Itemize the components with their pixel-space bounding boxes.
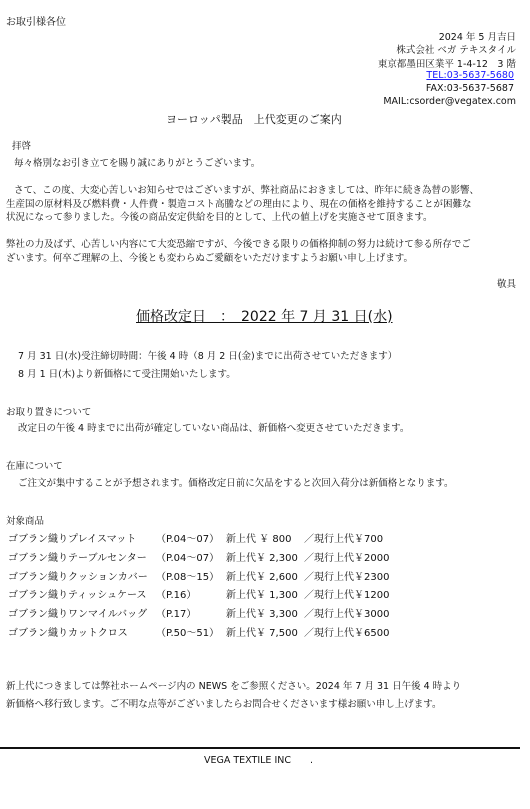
product-pages: （P.16）: [156, 590, 197, 601]
product-pages: （P.04～07）: [156, 553, 220, 564]
reservation-heading: お取り置きについて: [6, 407, 92, 418]
footer-company: VEGA TEXTILE INC .: [204, 755, 314, 766]
current-price: ／現行上代￥1200: [304, 590, 390, 601]
product-pages: （P.50～51）: [156, 628, 220, 639]
current-price: ／現行上代￥2300: [304, 572, 390, 583]
notice-line: 新上代につきましては弊社ホームページ内の NEWS をご参照ください。2024 年 7 月 31 日午後 4 時より: [6, 681, 462, 692]
new-price: 新上代￥ 3,300: [226, 609, 298, 620]
greeting: 拝啓: [12, 141, 32, 152]
fax-number: FAX:03-5637-5687: [425, 83, 514, 94]
mail-address: MAIL:csorder@vegatex.com: [383, 96, 516, 107]
tel-link[interactable]: TEL:03-5637-5680: [426, 70, 514, 81]
deadline-line: 7 月 31 日(水)受注締切時間：午後 4 時（8 月 2 日(金)までに出荷させていただきます）: [18, 351, 398, 362]
closing: 敬具: [496, 279, 516, 290]
current-price: ／現行上代￥6500: [304, 628, 390, 639]
paragraph-line: ざいます。何卒ご理解の上、今後とも変わらぬご愛顧をいただけますようお願い申し上げます。: [6, 253, 413, 264]
product-name: ゴブラン織りカットクロス: [8, 628, 128, 639]
product-name: ゴブラン織りプレイスマット: [8, 534, 137, 545]
product-pages: （P.17）: [156, 609, 197, 620]
products-heading: 対象商品: [6, 516, 45, 527]
document-title: ヨーロッパ製品 上代変更のご案内: [166, 113, 342, 126]
new-price: 新上代￥ 1,300: [226, 590, 298, 601]
stock-text: ご注文が集中することが予想されます。価格改定日前に欠品をすると次回入荷分は新価格となります。: [18, 478, 454, 489]
reservation-text: 改定日の午後 4 時までに出荷が確定していない商品は、新価格へ変更させていただきます。: [18, 423, 410, 434]
notice-line: 新価格へ移行致します。ご不明な点等がございましたらお問合せくださいます様お願い申し上げます。: [6, 699, 442, 710]
price-revision-date: 価格改定日 ： 2022 年 7 月 31 日(水): [136, 309, 393, 325]
company-address: 東京都墨田区業平 1-4-12 3 階: [377, 59, 516, 70]
stock-heading: 在庫について: [6, 461, 63, 472]
paragraph-line: 生産国の原材料及び燃料費・人件費・製造コスト高騰などの理由により、現在の価格を維持することが困難な: [6, 199, 472, 210]
current-price: ／現行上代￥2000: [304, 553, 390, 564]
new-price: 新上代￥ 2,300: [226, 553, 298, 564]
company-name: 株式会社 ベガ テキスタイル: [396, 45, 516, 56]
addressee: お取引様各位: [6, 17, 66, 28]
paragraph-line: 状況になって参りました。今後の商品安定供給を目的として、上代の値上げを実施させて頂きます。: [6, 212, 433, 223]
new-price: 新上代￥ 7,500: [226, 628, 298, 639]
product-name: ゴブラン織りティッシュケース: [8, 590, 147, 601]
product-name: ゴブラン織りワンマイルバッグ: [8, 609, 148, 620]
date: 2024 年 5 月吉日: [438, 32, 516, 43]
product-name: ゴブラン織りクッションカバー: [8, 572, 148, 583]
product-name: ゴブラン織りテーブルセンター: [8, 553, 147, 564]
new-price-start-line: 8 月 1 日(木)より新価格にて受注開始いたします。: [18, 369, 236, 380]
product-pages: （P.04～07）: [156, 534, 220, 545]
current-price: ／現行上代￥700: [304, 534, 384, 545]
paragraph-line: 弊社の力及ばず、心苦しい内容にて大変恐縮ですが、今後できる限りの価格抑制の努力は続けて参る所存でご: [6, 239, 471, 250]
product-pages: （P.08～15）: [156, 572, 220, 583]
paragraph-line: さて、この度、大変心苦しいお知らせではございますが、弊社商品におきましては、昨年に続き為替の影響、: [14, 185, 480, 196]
paragraph-thanks: 毎々格別なお引き立てを賜り誠にありがとうございます。: [14, 158, 261, 169]
new-price: 新上代￥ 2,600: [226, 572, 298, 583]
current-price: ／現行上代￥3000: [304, 609, 390, 620]
new-price: 新上代 ￥ 800: [226, 534, 292, 545]
footer-divider: [0, 747, 520, 749]
